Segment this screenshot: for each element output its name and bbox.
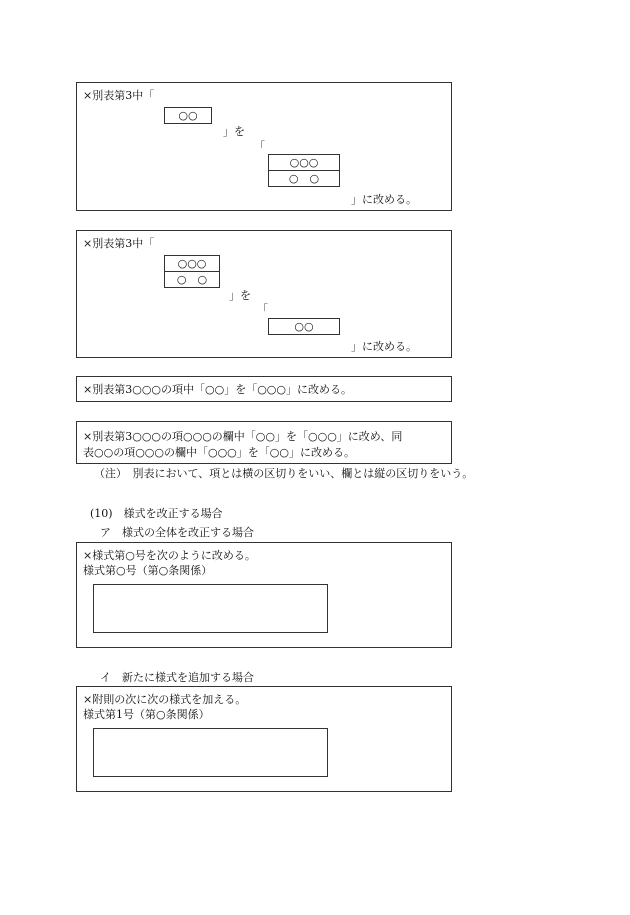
new-table-cell-top: ○○○ <box>268 154 340 171</box>
form-instruction: ×様式第○号を次のように改める。 <box>83 549 256 562</box>
form-placeholder-frame <box>93 728 328 777</box>
amendment-text-line2: 表○○の項○○○の欄中「○○○」を「○○」に改める。 <box>83 446 355 459</box>
open-bracket: 「 <box>254 140 265 153</box>
intro-text: ×別表第3中「 <box>83 89 155 102</box>
close-text: 」に改める。 <box>351 340 417 353</box>
old-table-cell: ○○ <box>164 107 212 124</box>
old-table-cell-top: ○○○ <box>164 255 220 272</box>
amendment-text-line1: ×別表第3○○○の項○○○の欄中「○○」を「○○○」に改め、同 <box>83 430 403 443</box>
old-table-cell-bottom: ○ ○ <box>164 272 220 288</box>
amendment-box-1 <box>76 82 452 211</box>
mid-text: 」を <box>223 125 245 138</box>
form-label: 様式第1号（第○条関係） <box>83 708 210 721</box>
subsection-i-heading: イ 新たに様式を追加する場合 <box>100 671 254 684</box>
form-box-i <box>76 686 452 792</box>
amendment-text: ×別表第3○○○の項中「○○」を「○○○」に改める。 <box>83 383 352 396</box>
form-placeholder-frame <box>93 584 328 633</box>
intro-text: ×別表第3中「 <box>83 237 155 250</box>
new-table-cell: ○○ <box>268 318 340 335</box>
form-instruction: ×附則の次に次の様式を加える。 <box>83 693 247 706</box>
amendment-box-3 <box>76 376 452 402</box>
subsection-a-heading: ア 様式の全体を改正する場合 <box>100 526 254 539</box>
amendment-box-2 <box>76 230 452 358</box>
note-text: （注） 別表において、項とは横の区切りをいい、欄とは縦の区切りをいう。 <box>94 467 474 480</box>
section-heading: (10) 様式を改正する場合 <box>90 507 223 520</box>
form-box-a <box>76 542 452 648</box>
close-text: 」に改める。 <box>351 193 417 206</box>
mid-text: 」を <box>229 289 251 302</box>
form-label: 様式第○号（第○条関係） <box>83 564 213 577</box>
amendment-box-4 <box>76 421 452 464</box>
open-bracket: 「 <box>257 303 268 316</box>
new-table-cell-bottom: ○ ○ <box>268 171 340 187</box>
